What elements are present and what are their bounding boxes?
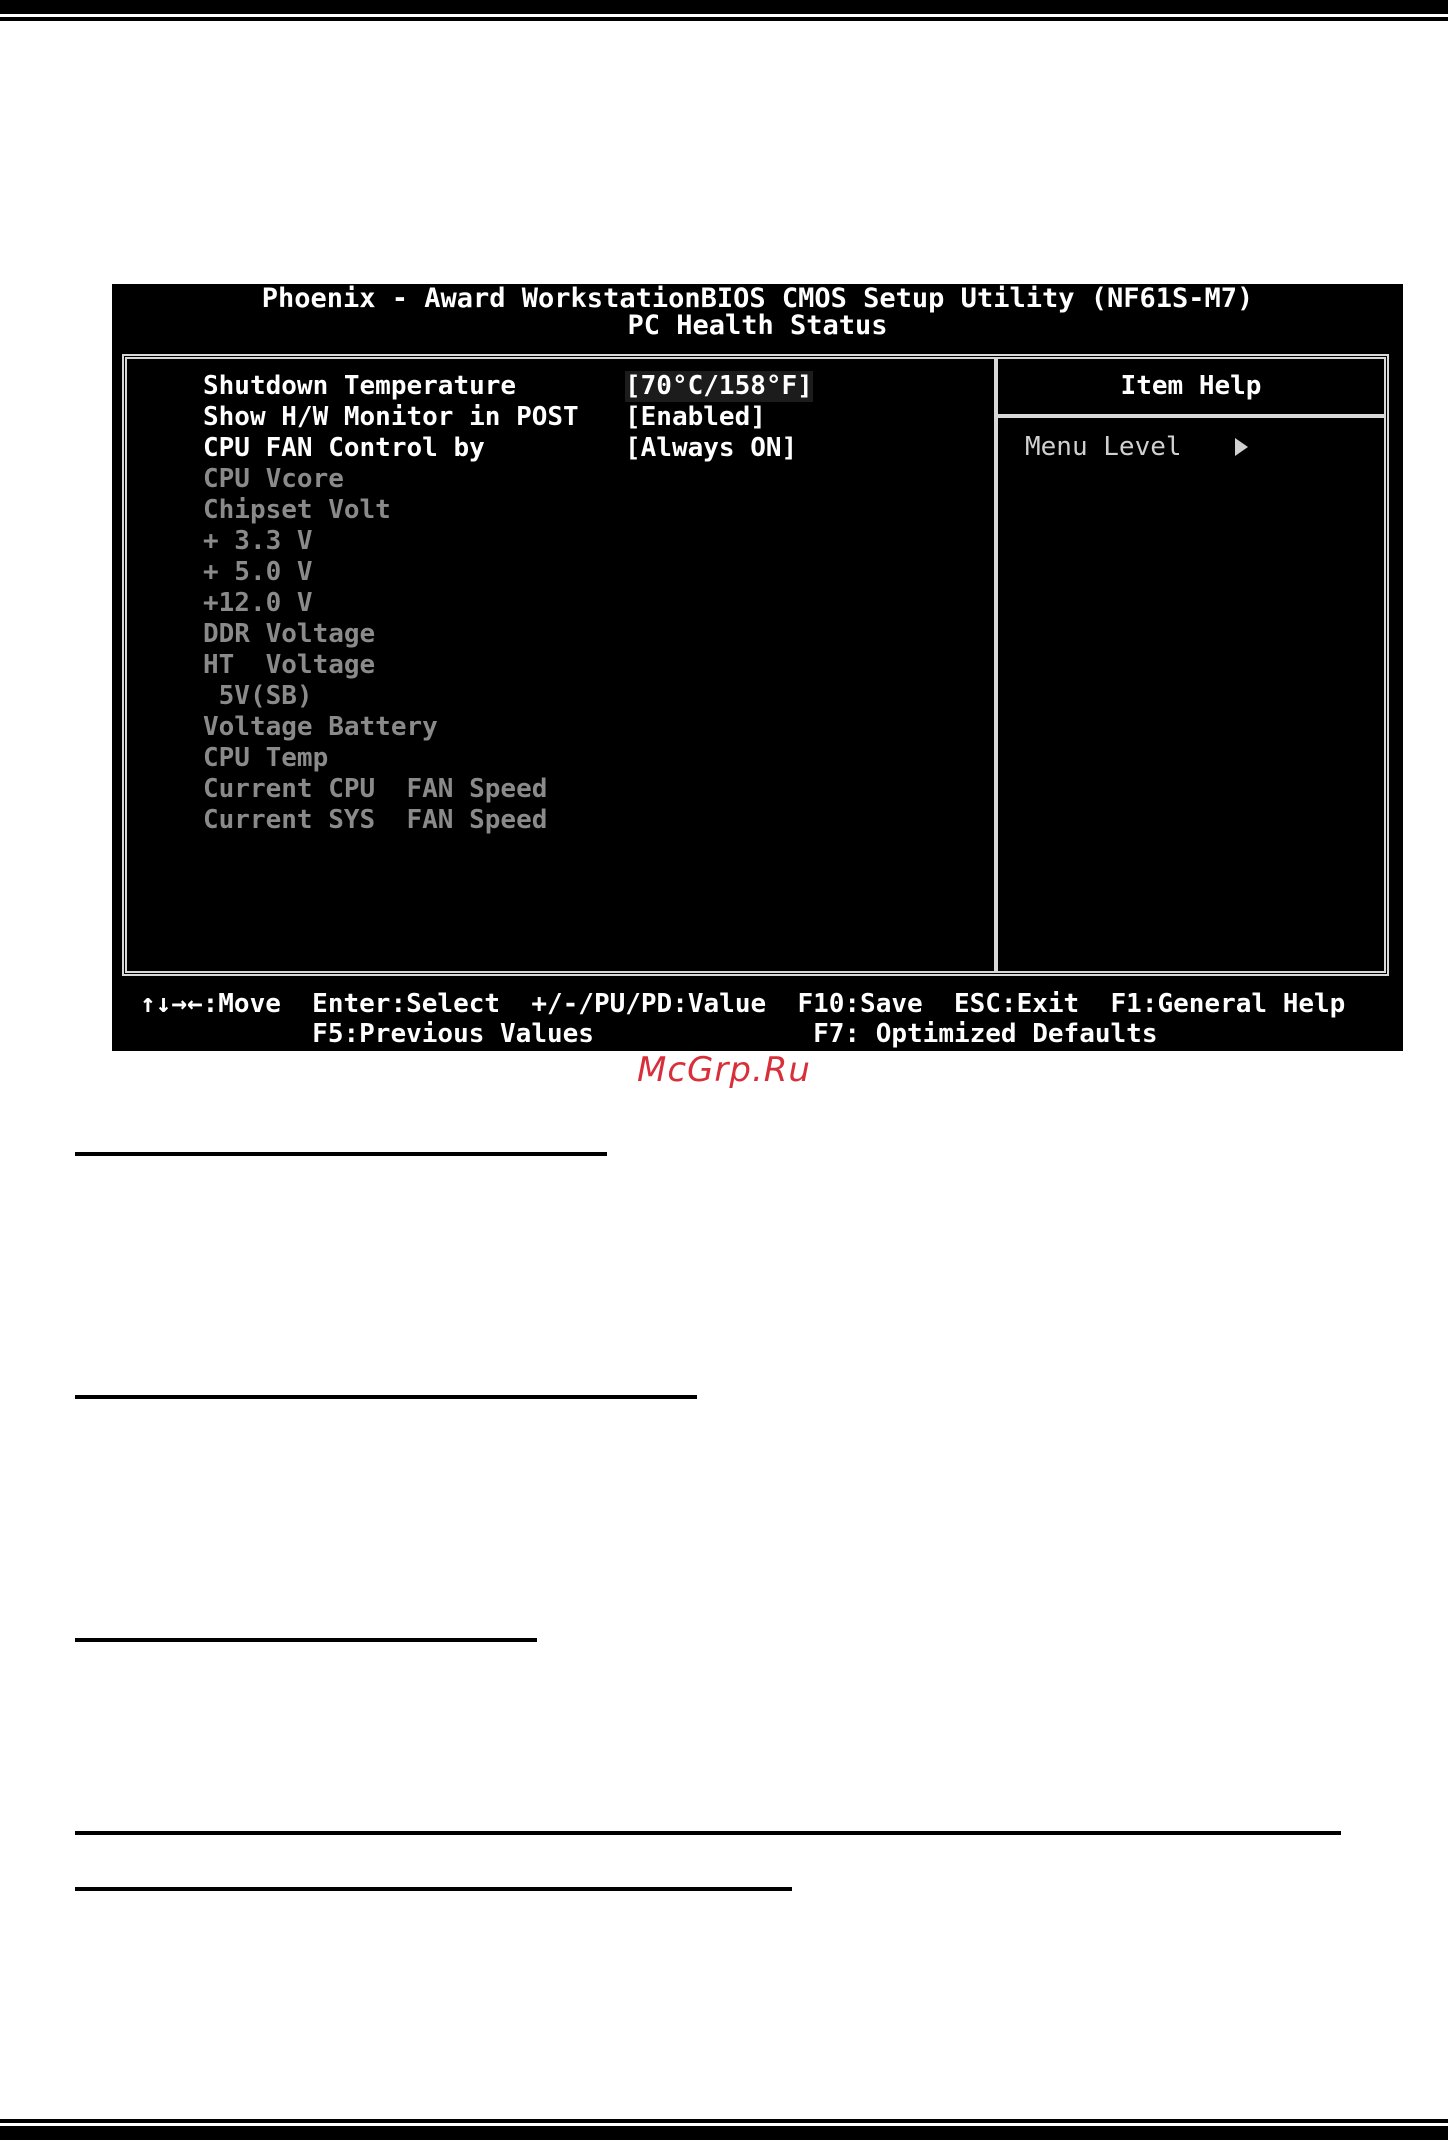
bios-screen [112,284,1403,1051]
monitor-cpu-fan-speed: Current CPU FAN Speed [203,774,548,804]
monitor-5v: + 5.0 V [203,557,313,587]
bottom-rule-thin [0,2119,1448,2123]
setting-shutdown-temperature-label[interactable]: Shutdown Temperature [203,371,517,401]
setting-show-hw-monitor-label[interactable]: Show H/W Monitor in POST [203,402,579,432]
monitor-sys-fan-speed: Current SYS FAN Speed [203,805,548,835]
monitor-cpu-temp: CPU Temp [203,743,329,773]
setting-cpu-fan-control-value[interactable]: [Always ON] [625,433,798,463]
section-heading-underline [75,1831,1341,1835]
setting-shutdown-temperature-value[interactable]: [70°C/158°F] [625,371,813,401]
monitor-ht-voltage: HT Voltage [203,650,376,680]
menu-level-label: Menu Level [1025,432,1182,462]
setting-cpu-fan-control-label[interactable]: CPU FAN Control by [203,433,485,463]
watermark: McGrp.Ru [637,1050,811,1090]
monitor-12v: +12.0 V [203,588,313,618]
bios-page-title: PC Health Status [627,310,888,341]
help-divider [998,414,1384,418]
bios-footer-keys-line2: F5:Previous Values F7: Optimized Defaults [140,1019,1158,1049]
section-heading-underline [75,1887,792,1891]
item-help-title: Item Help [1120,371,1262,401]
monitor-5vsb: 5V(SB) [203,681,313,711]
top-rule-thin [0,17,1448,21]
setting-show-hw-monitor-value[interactable]: [Enabled] [625,402,766,432]
monitor-ddr-voltage: DDR Voltage [203,619,376,649]
bios-footer-keys-line1: ↑↓→←:Move Enter:Select +/-/PU/PD:Value F10:Save ESC:Exit F1:General Help [140,989,1346,1019]
section-heading-underline [75,1395,697,1399]
monitor-chipset-volt: Chipset Volt [203,495,391,525]
bios-main-panel [122,354,1389,976]
menu-level-arrow-icon [1235,438,1248,456]
top-rule-thick [0,0,1448,14]
section-heading-underline [75,1152,607,1156]
monitor-voltage-battery: Voltage Battery [203,712,438,742]
monitor-3v3: + 3.3 V [203,526,313,556]
monitor-cpu-vcore: CPU Vcore [203,464,344,494]
panel-divider [994,359,998,971]
bottom-rule-thick [0,2126,1448,2140]
section-heading-underline [75,1638,537,1642]
bios-title: Phoenix - Award WorkstationBIOS CMOS Setup Utility (NF61S-M7) [261,283,1254,314]
